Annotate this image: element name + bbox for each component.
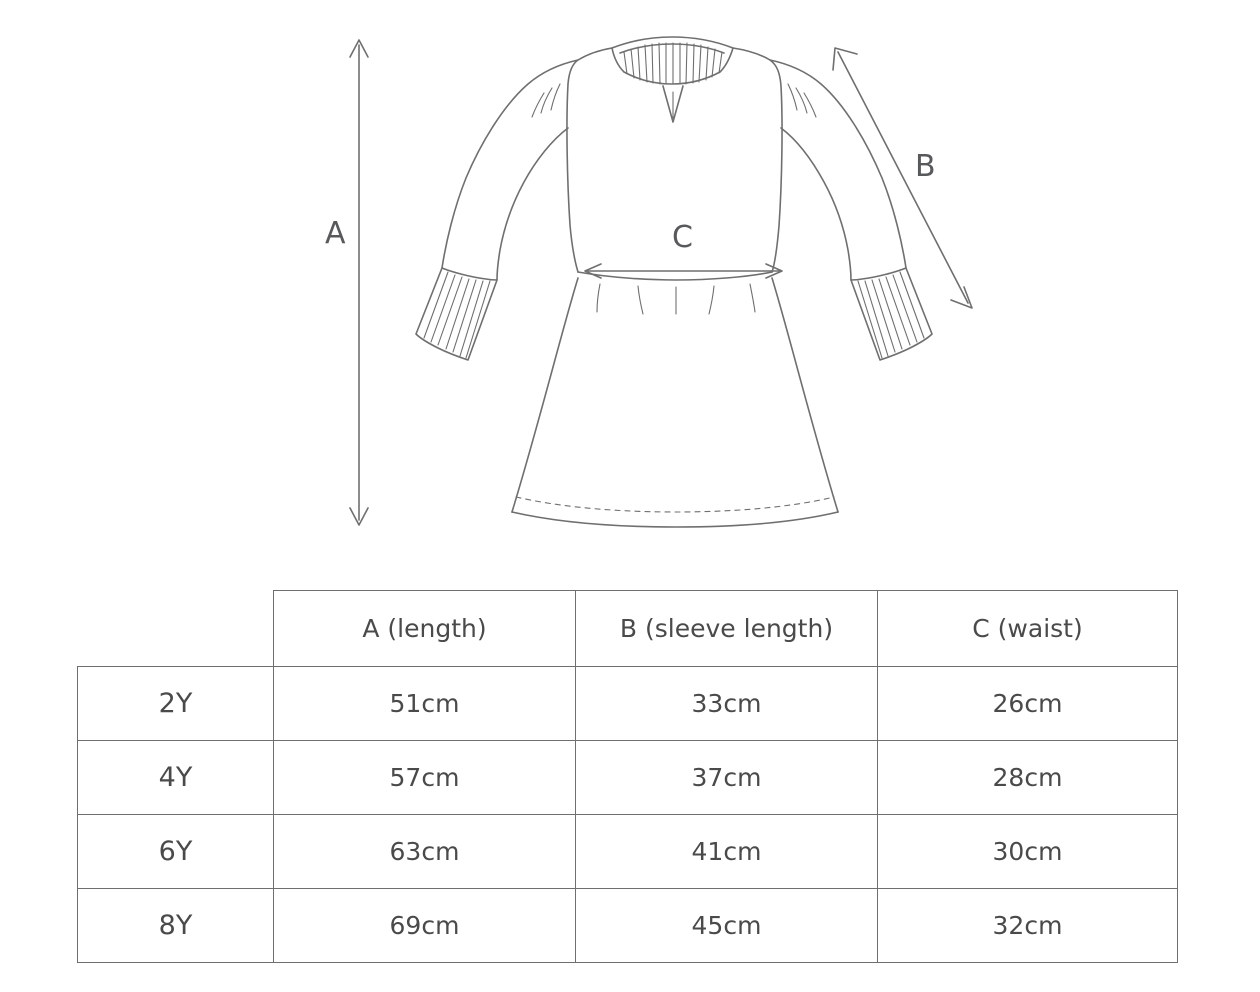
size-label: 2Y [78,667,274,741]
value-b: 33cm [576,667,878,741]
table-row [78,667,1178,741]
table-header-row [78,591,1178,667]
value-b: 45cm [576,889,878,963]
table-row [78,741,1178,815]
dimension-label-a: A [325,216,346,251]
value-a: 51cm [274,667,576,741]
value-a: 69cm [274,889,576,963]
table-row [78,815,1178,889]
size-label: 8Y [78,889,274,963]
table-corner-cell [78,591,274,667]
table-row [78,889,1178,963]
size-table [77,590,1178,963]
column-header-c: C (waist) [878,591,1178,667]
dimension-label-c: C [672,220,693,255]
value-c: 28cm [878,741,1178,815]
value-b: 37cm [576,741,878,815]
size-label: 6Y [78,815,274,889]
value-c: 30cm [878,815,1178,889]
value-b: 41cm [576,815,878,889]
column-header-a: A (length) [274,591,576,667]
column-header-b: B (sleeve length) [576,591,878,667]
value-a: 63cm [274,815,576,889]
value-a: 57cm [274,741,576,815]
measure-arrow-a [350,40,368,525]
value-c: 32cm [878,889,1178,963]
dimension-label-b: B [915,149,936,184]
value-c: 26cm [878,667,1178,741]
size-label: 4Y [78,741,274,815]
